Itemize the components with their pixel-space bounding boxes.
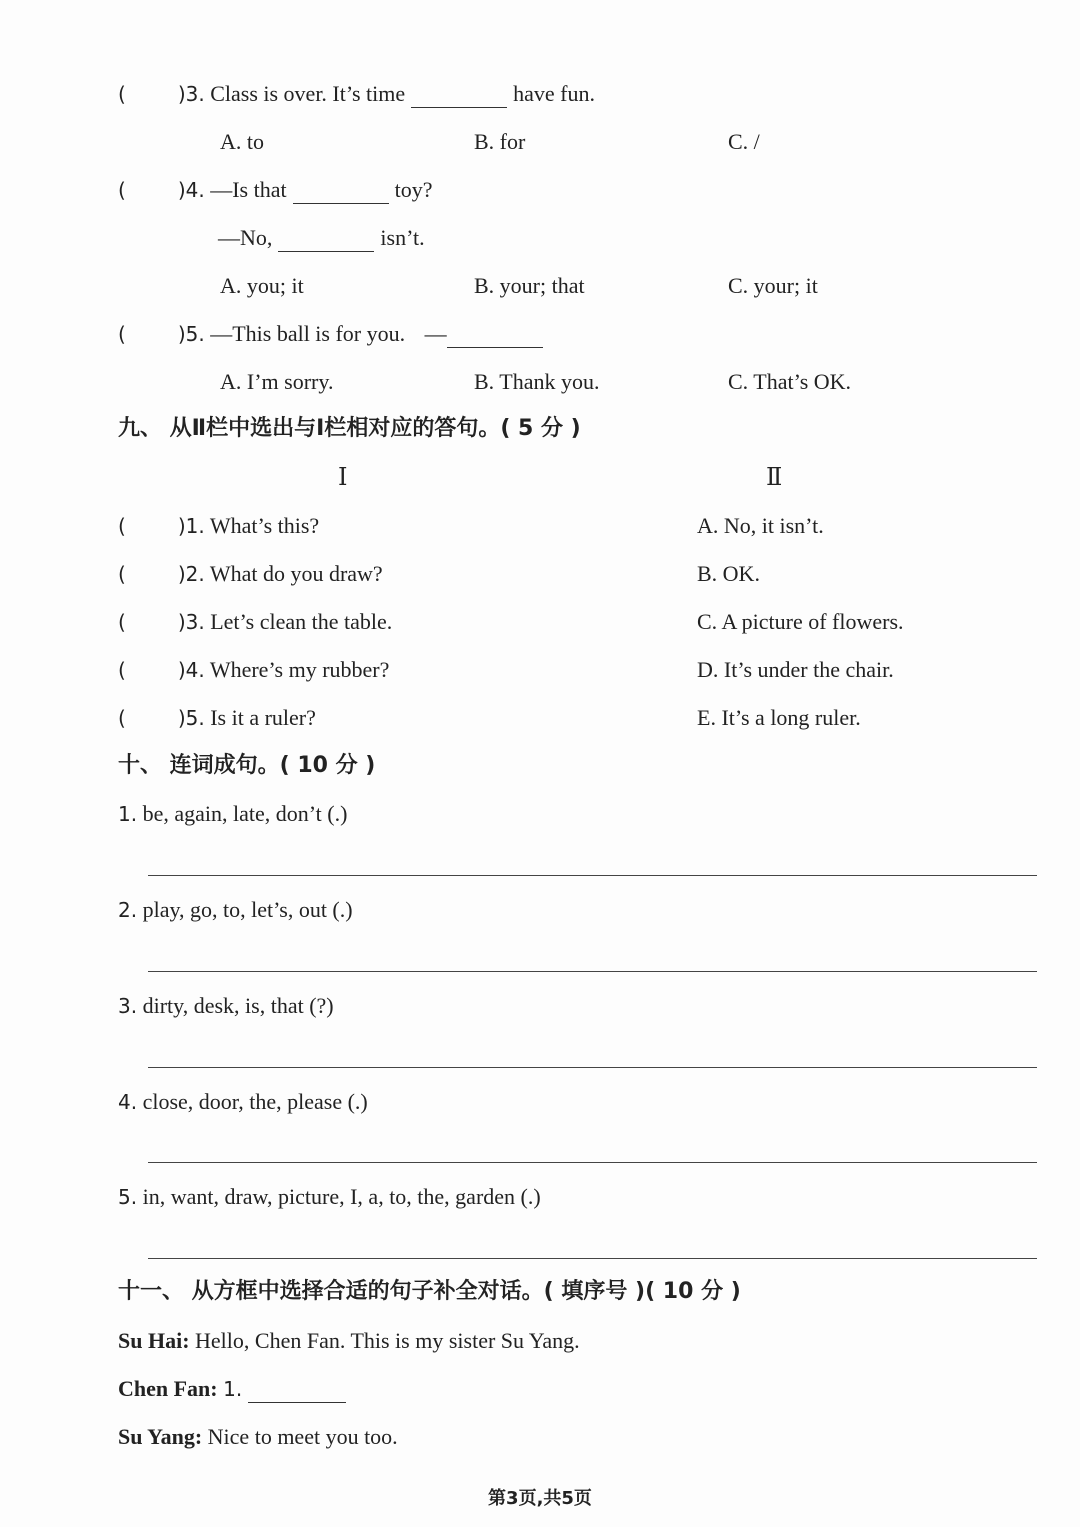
match-left-4 — [118, 656, 389, 684]
match-left-text: What do you draw? — [209, 561, 383, 586]
q3-option-c[interactable]: C. / — [728, 129, 760, 154]
sentence-item-3 — [118, 992, 334, 1020]
speaker-name: Su Yang: — [118, 1424, 203, 1449]
match-left-text: Where’s my rubber? — [209, 657, 390, 682]
sentence-words: dirty, desk, is, that (?) — [142, 993, 334, 1018]
q3-option-a[interactable]: A. to — [220, 129, 264, 154]
dialog-line-1 — [118, 1327, 580, 1355]
answer-paren[interactable]: ( — [118, 610, 126, 634]
sentence-item-4 — [118, 1088, 368, 1116]
q5-stem: —This ball is for you. — [210, 321, 406, 346]
match-left-text: Let’s clean the table. — [210, 609, 393, 634]
match-left-3 — [118, 608, 392, 636]
answer-paren[interactable]: ( — [118, 658, 126, 682]
answer-line-1[interactable] — [148, 875, 1037, 876]
q5-option-b[interactable]: B. Thank you. — [474, 369, 600, 394]
sentence-words: close, door, the, please (.) — [142, 1089, 368, 1114]
answer-paren[interactable]: ( — [118, 82, 126, 106]
answer-line-4[interactable] — [148, 1162, 1037, 1163]
answer-line-5[interactable] — [148, 1258, 1037, 1259]
q3-row — [118, 80, 595, 108]
sentence-item-5 — [118, 1183, 541, 1211]
q4-option-c[interactable]: C. your; it — [728, 273, 818, 298]
q3-stem: Class is over. It’s time — [210, 81, 406, 106]
match-left-2 — [118, 560, 383, 588]
sentence-number: 4. — [118, 1090, 138, 1114]
dialog-blank-number: 1. — [223, 1377, 243, 1401]
match-right-e: E. It’s a long ruler. — [697, 705, 861, 730]
match-left-1 — [118, 512, 319, 540]
speaker-name: Chen Fan: — [118, 1376, 218, 1401]
section-9-title: 九、 从Ⅱ栏中选出与Ⅰ栏相对应的答句。( 5 分 ) — [118, 416, 581, 441]
q5-option-a[interactable]: A. I’m sorry. — [220, 369, 334, 394]
dialog-line-2 — [118, 1375, 352, 1403]
sentence-number: 2. — [118, 898, 138, 922]
answer-paren[interactable]: ( — [118, 514, 126, 538]
sentence-item-1 — [118, 800, 347, 828]
q4-number: )4. — [177, 178, 205, 202]
dialog-line-3 — [118, 1423, 398, 1451]
answer-paren[interactable]: ( — [118, 322, 126, 346]
q3-option-b[interactable]: B. for — [474, 129, 526, 154]
match-left-number: )5. — [177, 706, 205, 730]
match-right-c: C. A picture of flowers. — [697, 609, 904, 634]
section-11-title: 十一、 从方框中选择合适的句子补全对话。( 填序号 )( 10 分 ) — [118, 1279, 741, 1304]
match-left-text: What’s this? — [209, 513, 320, 538]
q4-option-b[interactable]: B. your; that — [474, 273, 585, 298]
q5-row — [118, 320, 549, 348]
page-footer: 第3页,共5页 — [488, 1488, 592, 1509]
q4-option-a[interactable]: A. you; it — [220, 273, 304, 298]
answer-paren[interactable]: ( — [118, 178, 126, 202]
match-right-a: A. No, it isn’t. — [697, 513, 824, 538]
match-left-text: Is it a ruler? — [210, 705, 316, 730]
answer-paren[interactable]: ( — [118, 706, 126, 730]
q5-option-c[interactable]: C. That’s OK. — [728, 369, 852, 394]
match-right-b: B. OK. — [697, 561, 760, 586]
q4-stem-end: toy? — [394, 177, 433, 202]
q4-reply — [218, 224, 425, 252]
match-left-number: )3. — [177, 610, 205, 634]
match-left-number: )2. — [177, 562, 205, 586]
dialog-text: Hello, Chen Fan. This is my sister Su Yang. — [195, 1328, 580, 1353]
q5-number: )5. — [177, 322, 205, 346]
sentence-words: be, again, late, don’t (.) — [142, 801, 348, 826]
q4-reply-start: —No, — [218, 225, 273, 250]
match-left-number: )1. — [177, 514, 205, 538]
column-2-header: Ⅱ — [766, 465, 783, 491]
sentence-words: in, want, draw, picture, I, a, to, the, garden (.) — [142, 1184, 541, 1209]
speaker-name: Su Hai: — [118, 1328, 190, 1353]
sentence-number: 5. — [118, 1185, 138, 1209]
dialog-text: Nice to meet you too. — [207, 1424, 398, 1449]
q5-dash: — — [424, 321, 447, 346]
q5-blank[interactable] — [447, 325, 543, 348]
q4-row — [118, 176, 432, 204]
q4-blank-1[interactable] — [293, 181, 389, 204]
dialog-blank-1[interactable] — [248, 1380, 346, 1403]
answer-line-3[interactable] — [148, 1067, 1037, 1068]
q4-reply-end: isn’t. — [380, 225, 425, 250]
match-left-number: )4. — [177, 658, 205, 682]
q3-stem-end: have fun. — [513, 81, 596, 106]
q4-blank-2[interactable] — [278, 229, 374, 252]
q3-blank[interactable] — [411, 85, 507, 108]
answer-paren[interactable]: ( — [118, 562, 126, 586]
q3-number: )3. — [177, 82, 205, 106]
sentence-number: 3. — [118, 994, 138, 1018]
sentence-item-2 — [118, 896, 353, 924]
match-right-d: D. It’s under the chair. — [697, 657, 894, 682]
column-1-header: Ⅰ — [338, 465, 348, 491]
answer-line-2[interactable] — [148, 971, 1037, 972]
match-left-5 — [118, 704, 316, 732]
sentence-number: 1. — [118, 802, 138, 826]
q4-stem: —Is that — [210, 177, 287, 202]
sentence-words: play, go, to, let’s, out (.) — [142, 897, 353, 922]
section-10-title: 十、 连词成句。( 10 分 ) — [118, 753, 376, 778]
